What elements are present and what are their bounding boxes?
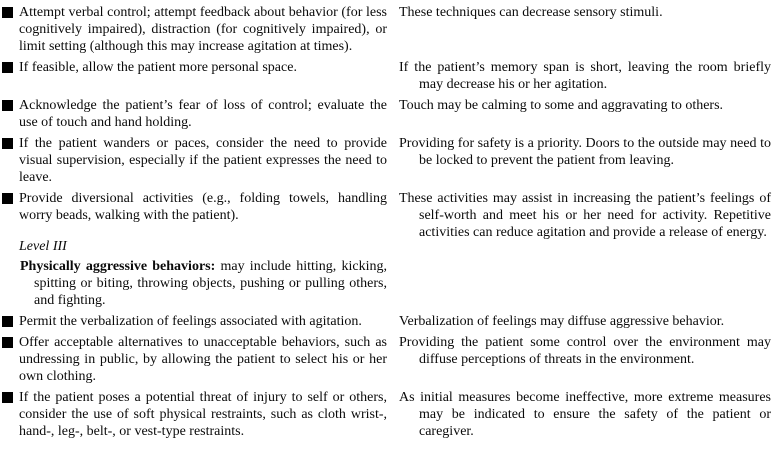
table-row	[2, 135, 771, 186]
interventions-column	[2, 389, 387, 440]
interventions-column	[2, 135, 387, 186]
rationale-text: These techniques can decrease sensory stimuli.	[399, 5, 663, 20]
interventions-rationales-table	[2, 4, 771, 440]
rationale-text: As initial measures become ineffective, more extreme measures may be indicated to ensure the safety of the patient or caregiver.	[399, 390, 771, 439]
rationale-text: These activities may assist in increasing the patient’s feelings of self-worth and meet his or her need for activity. Repetitive activities can reduce agitation and provide a release of energy.	[399, 191, 771, 240]
behavior-definition-lead: Physically aggressive behaviors:	[20, 259, 216, 274]
square-bullet-icon	[2, 392, 13, 403]
interventions-column	[2, 97, 387, 131]
intervention-item	[2, 97, 387, 131]
interventions-column	[2, 334, 387, 385]
rationale-column	[399, 135, 771, 169]
table-row	[2, 190, 771, 309]
intervention-text: If the patient poses a potential threat of injury to self or others, consider the use of soft physical restraints, such as cloth wrist-, hand-, leg-, belt-, or vest-type restraints.	[19, 390, 387, 439]
level-heading: Level III	[19, 239, 67, 254]
intervention-text: If feasible, allow the patient more personal space.	[19, 60, 297, 75]
intervention-text: Attempt verbal control; attempt feedback about behavior (for less cognitively impaired), distraction (for cognitively impaired), or limit setting (although this may increase agitation at times).	[19, 5, 387, 54]
intervention-text: Permit the verbalization of feelings associated with agitation.	[19, 314, 362, 329]
rationale-text: Providing the patient some control over the environment may diffuse perceptions of threats in the environment.	[399, 335, 771, 367]
rationale-column	[399, 190, 771, 241]
intervention-item	[2, 4, 387, 55]
table-row	[2, 334, 771, 385]
intervention-text: Offer acceptable alternatives to unacceptable behaviors, such as undressing in public, by allowing the patient to select his or her own clothing.	[19, 335, 387, 384]
interventions-column	[2, 313, 387, 330]
intervention-item	[2, 135, 387, 186]
intervention-item	[2, 190, 387, 224]
intervention-item	[2, 313, 387, 330]
rationale-column	[399, 97, 771, 114]
intervention-text: If the patient wanders or paces, consider the need to provide visual supervision, especially if the patient expresses the need to leave.	[19, 136, 387, 185]
square-bullet-icon	[2, 316, 13, 327]
table-row	[2, 97, 771, 131]
behavior-definition-text: may include hitting, kicking, spitting or biting, throwing objects, pushing or pulling others, and fighting.	[34, 259, 387, 308]
square-bullet-icon	[2, 7, 13, 18]
square-bullet-icon	[2, 138, 13, 149]
rationale-text: Providing for safety is a priority. Doors to the outside may need to be locked to prevent the patient from leaving.	[399, 136, 771, 168]
rationale-column	[399, 59, 771, 93]
rationale-column	[399, 4, 771, 21]
behavior-definition	[2, 258, 387, 309]
interventions-column	[2, 4, 387, 55]
rationale-column	[399, 334, 771, 368]
rationale-text: Touch may be calming to some and aggravating to others.	[399, 98, 724, 113]
table-row	[2, 389, 771, 440]
intervention-item	[2, 334, 387, 385]
square-bullet-icon	[2, 100, 13, 111]
intervention-text: Provide diversional activities (e.g., folding towels, handling worry beads, walking with the patient).	[19, 191, 387, 223]
intervention-item	[2, 59, 387, 76]
rationale-text: Verbalization of feelings may diffuse aggressive behavior.	[399, 314, 725, 329]
rationale-column	[399, 313, 771, 330]
square-bullet-icon	[2, 62, 13, 73]
table-row	[2, 4, 771, 55]
square-bullet-icon	[2, 193, 13, 204]
table-row	[2, 59, 771, 93]
rationale-column	[399, 389, 771, 440]
intervention-text: Acknowledge the patient’s fear of loss of control; evaluate the use of touch and hand holding.	[19, 98, 387, 130]
interventions-column	[2, 59, 387, 76]
rationale-text: If the patient’s memory span is short, leaving the room briefly may decrease his or her agitation.	[399, 60, 771, 92]
table-row	[2, 313, 771, 330]
intervention-item	[2, 389, 387, 440]
interventions-column	[2, 190, 387, 309]
square-bullet-icon	[2, 337, 13, 348]
